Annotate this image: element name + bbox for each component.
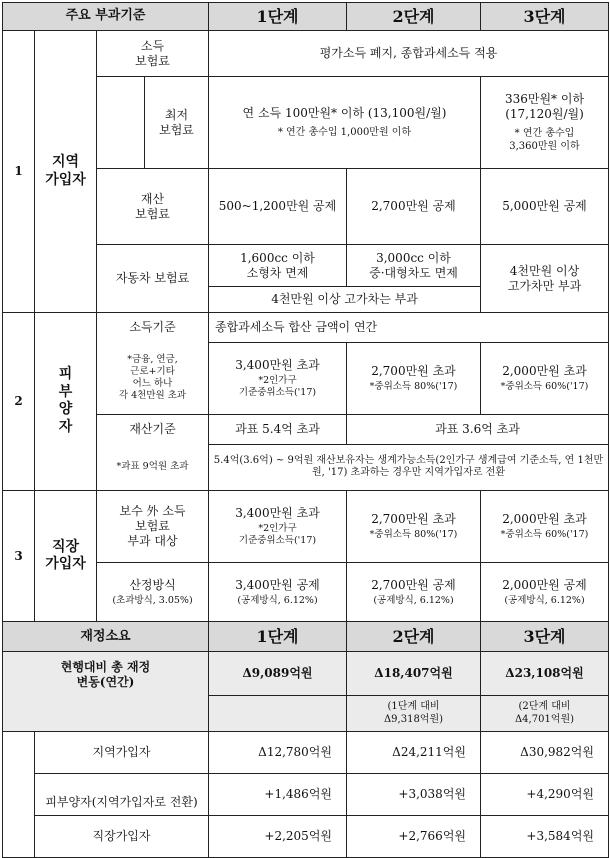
emp-extra-s2-note: *중위소득 80%('17)	[369, 528, 458, 540]
dep-income-s2-main: 2,700만원 초과	[371, 363, 456, 378]
emp-calc-s1-main: 3,400만원 공제	[235, 577, 320, 592]
finance-total-s3: Δ23,108억원	[481, 652, 609, 696]
emp-extra-s2-main: 2,700만원 초과	[371, 511, 456, 526]
emp-calc-s3-note: (공제방식, 6.12%)	[504, 594, 585, 606]
finance-row1-s1: +1,486억원	[209, 774, 347, 816]
regional-label: 지역 가입자	[35, 31, 97, 313]
emp-calc-s3	[481, 562, 609, 622]
finance-row0-s3: Δ30,982억원	[481, 732, 609, 774]
dep-income-s3-note: *중위소득 60%('17)	[500, 380, 589, 392]
finance-diff-s2: (1단계 대비 Δ9,318억원)	[347, 696, 481, 732]
regional-property-label: 재산 보험료	[97, 169, 209, 245]
regional-income-value: 평가소득 폐지, 종합과세소득 적용	[209, 31, 609, 77]
regional-number: 1	[3, 31, 35, 313]
finance-total-s1: Δ9,089억원	[209, 652, 347, 696]
regional-property-s1: 500~1,200만원 공제	[209, 169, 347, 245]
dep-income-s2-note: *중위소득 80%('17)	[369, 380, 458, 392]
emp-calc-s2-main: 2,700만원 공제	[371, 577, 456, 592]
regional-min-s3	[481, 77, 609, 169]
regional-min-s12	[209, 77, 481, 169]
finance-header-row	[3, 622, 609, 652]
criteria-header-stage1: 1단계	[209, 3, 347, 31]
dep-income-s3-main: 2,000만원 초과	[502, 363, 587, 378]
dep-income-s1	[209, 343, 347, 415]
emp-calc-s1-note: (공제방식, 6.12%)	[237, 594, 318, 606]
finance-header-stage2: 2단계	[347, 622, 481, 652]
regional-min-s12-note: * 연간 총수입 1,000만원 이하	[277, 126, 412, 138]
regional-min-spacer	[97, 77, 145, 169]
dep-income-sublabel: *금융, 연금, 근로+기타 어느 하나 각 4천만원 초과	[97, 343, 209, 415]
regional-car-s3: 4천만원 이상 고가차만 부과	[481, 245, 609, 313]
dep-property-s1: 과표 5.4억 초과	[209, 414, 347, 444]
regional-car-s12-common: 4천만원 이상 고가차는 부과	[209, 287, 481, 313]
finance-breakdown-row	[3, 774, 609, 816]
finance-header-stage3: 3단계	[481, 622, 609, 652]
finance-total-row	[3, 652, 609, 696]
emp-extra-s3	[481, 490, 609, 562]
regional-min-label: 최저 보험료	[145, 77, 209, 169]
dep-property-sublabel: *과표 9억원 초과	[97, 444, 209, 490]
emp-calc-sublabel: (초과방식, 3.05%)	[112, 594, 193, 606]
emp-calc-s2-note: (공제방식, 6.12%)	[373, 594, 454, 606]
finance-row1-s3: +4,290억원	[481, 774, 609, 816]
employees-number: 3	[3, 490, 35, 622]
dependents-label: 피 부 양 자	[35, 313, 97, 491]
dep-income-label: 소득기준	[97, 313, 209, 343]
dep-income-s1-note: *2인가구 기준중위소득('17)	[238, 375, 317, 398]
dep-property-detail: 5.4억(3.6억) ~ 9억원 재산보유자는 생계가능소득(2인가구 생계급여 기준소득, 연 1천만원, '17) 초과하는 경우만 지역가입자로 전환	[209, 444, 609, 490]
dep-property-label: 재산기준	[97, 414, 209, 444]
finance-row1-label	[35, 774, 209, 816]
emp-extra-s3-note: *중위소득 60%('17)	[500, 528, 589, 540]
finance-total-label: 현행대비 총 재정 변동(연간)	[3, 652, 209, 732]
dep-income-desc: 종합과세소득 합산 금액이 연간	[209, 313, 609, 343]
finance-header-stage1: 1단계	[209, 622, 347, 652]
regional-car-s2: 3,000cc 이하 중·대형차도 면제	[347, 245, 481, 287]
emp-extra-s1-main: 3,400만원 초과	[235, 505, 320, 520]
emp-calc-label-cell	[97, 562, 209, 622]
regional-property-s3: 5,000만원 공제	[481, 169, 609, 245]
finance-row2-label: 직장가입자	[35, 816, 209, 858]
dep-income-s2	[347, 343, 481, 415]
finance-row0-s1: Δ12,780억원	[209, 732, 347, 774]
emp-calc-s3-main: 2,000만원 공제	[502, 577, 587, 592]
finance-row2-s2: +2,766억원	[347, 816, 481, 858]
finance-breakdown-row	[3, 816, 609, 858]
finance-breakdown-row	[3, 732, 609, 774]
finance-total-s2: Δ18,407억원	[347, 652, 481, 696]
criteria-header-category: 주요 부과기준	[3, 3, 209, 31]
premium-reform-table-container	[2, 2, 608, 844]
regional-car-s1: 1,600cc 이하 소형차 면제	[209, 245, 347, 287]
emp-extra-s1-note: *2인가구 기준중위소득('17)	[238, 522, 317, 546]
regional-min-s12-main: 연 소득 100만원* 이하 (13,100원/월)	[242, 105, 447, 120]
finance-row2-s3: +3,584억원	[481, 816, 609, 858]
emp-extra-label: 보수 外 소득 보험료 부과 대상	[97, 490, 209, 562]
emp-calc-s2	[347, 562, 481, 622]
emp-extra-s1	[209, 490, 347, 562]
regional-min-s3-main: 336만원* 이하 (17,120원/월)	[504, 92, 585, 121]
dep-income-desc-row	[3, 313, 609, 343]
dependents-number: 2	[3, 313, 35, 491]
regional-income-label: 소득 보험료	[97, 31, 209, 77]
finance-breakdown-spacer	[3, 732, 35, 858]
emp-calc-s1	[209, 562, 347, 622]
employees-label: 직장 가입자	[35, 490, 97, 622]
finance-header-label: 재정소요	[3, 622, 209, 652]
finance-row0-label: 지역가입자	[35, 732, 209, 774]
finance-row0-s2: Δ24,211억원	[347, 732, 481, 774]
dep-income-s1-main: 3,400만원 초과	[235, 358, 320, 372]
regional-min-s3-note: * 연간 총수입 3,360만원 이하	[509, 128, 580, 152]
finance-diff-s3: (2단계 대비 Δ4,701억원)	[481, 696, 609, 732]
finance-row1-s2: +3,038억원	[347, 774, 481, 816]
finance-diff-s1	[209, 696, 347, 732]
emp-extra-s3-main: 2,000만원 초과	[502, 511, 587, 526]
regional-car-label: 자동차 보험료	[97, 245, 209, 313]
finance-row2-s1: +2,205억원	[209, 816, 347, 858]
premium-reform-table	[2, 2, 609, 858]
regional-income-row	[3, 31, 609, 77]
emp-calc-label: 산정방식	[129, 577, 176, 592]
emp-extra-income-row	[3, 490, 609, 562]
dep-income-s3	[481, 343, 609, 415]
criteria-header-stage2: 2단계	[347, 3, 481, 31]
regional-property-s2: 2,700만원 공제	[347, 169, 481, 245]
criteria-header-row	[3, 3, 609, 31]
dep-property-s23: 과표 3.6억 초과	[347, 414, 609, 444]
criteria-header-stage3: 3단계	[481, 3, 609, 31]
finance-row1-label-text: 피부양자(지역가입자로 전환)	[45, 794, 198, 809]
emp-extra-s2	[347, 490, 481, 562]
